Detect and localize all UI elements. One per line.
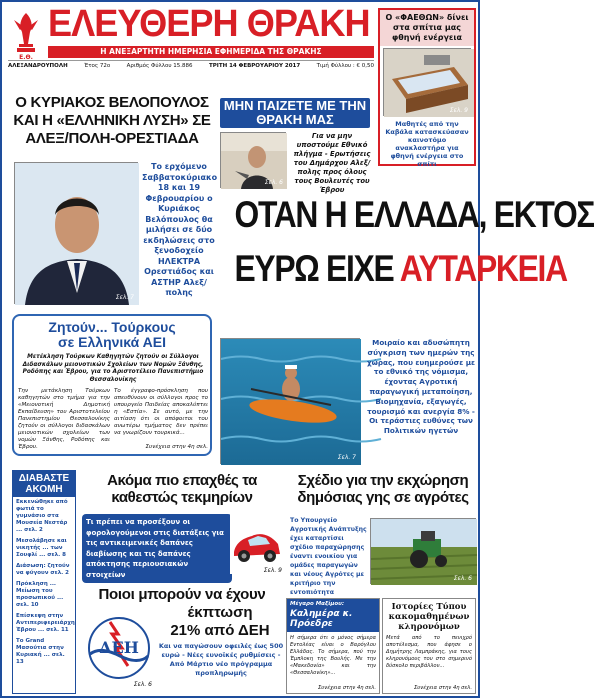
kalimera-label: Μέγαρο Μαξίμου: (287, 599, 379, 608)
masthead-city: ΑΛΕΞΑΝΔΡΟΥΠΟΛΗ (8, 63, 68, 69)
diabaste-item[interactable]: Διάσωση: ζητούν να φύγουν σελ. 2 (16, 563, 70, 576)
velopoulos-page-ref: Σελ. 7 (115, 294, 134, 301)
faethon-box (378, 8, 476, 166)
tourkous-col1: Την μετάκληση Τούρκων καθηγητών στο τμήμα για την «Μειονοτική Δημοτική Εκπαίδευση» του Αριστοτελείου Πανεπιστημίου Θεσσαλονίκης ζητούν οι σύλλογοι διδασκάλων μειονοτικών σχολείων των νομών Ξάνθης, Ροδόπης και Έβρου. (18, 388, 110, 450)
masthead-price: Τιμή Φύλλου : € 0,50 (316, 63, 374, 69)
tekmiria-photo (230, 514, 284, 574)
tekmiria-body: Τι πρέπει να προσέξουν οι φορολογούμενοι στις διατάξεις για τις αντικειμενικές δαπάνες διαβίωσης και τις δαπάνες απόκτησης περιουσιακών στοιχείων (82, 514, 232, 583)
agrotes-body: Το Υπουργείο Αγροτικής Ανάπτυξης έχει καταρτίσει σχέδιο παραχώρησης έναντι ενοικίου για ομάδες παραγωγών και νέους Αγρότες με κριτήριο την εντοπιότητα (290, 517, 367, 596)
masthead-issue: Αριθμός Φύλλου 15.886 (126, 63, 193, 69)
istories-box (382, 598, 476, 694)
thraki-body: Για να μην υποστούμε Εθνικό πλήγμα - Ερωτήσεις του Δημάρχου Αλεξ/πολης προς όλους τους Βουλευτές του Έβρου (293, 132, 371, 194)
agrotes-page-ref: Σελ. 6 (453, 575, 472, 582)
faethon-page-ref: Σελ. 9 (449, 107, 468, 114)
faethon-photo (383, 48, 471, 116)
main-headline-prefix: ΕΥΡΩ ΕΙΧΕ (234, 248, 400, 289)
velopoulos-photo (14, 162, 138, 304)
main-headline-line2 (234, 246, 567, 292)
deh-logo (84, 608, 154, 688)
deh-headline-2: έκπτωση (187, 604, 253, 621)
kalimera-continue[interactable]: Συνέχεια στην 4η σελ. (318, 685, 376, 691)
deh-headline-1: Ποιοι μπορούν να έχουν (98, 586, 266, 603)
tourkous-col2: Το έγγραφο-πρόσκληση που απευθύνουν οι σύλλογοι προς το υπουργείο Παιδείας αποκαλύπτει η «Εστία». Σε αυτό, με την αιτίαση ότι οι απόφοιτοι του ανωτέρω τμήματος δεν πρέπει να γνωρίζουν τουρκικά... (114, 388, 208, 436)
faethon-headline: Ο «ΦΑΕΘΩΝ» δίνει στα σπίτια μας φθηνή ενέργεια (380, 10, 474, 46)
deh-body: Και να παγώσουν οφειλές έως 500 ευρώ - Νέες ευνοϊκές ρυθμίσεις - Από Μάρτιο νέο πρόγραμμα προπληρωμής (158, 642, 284, 677)
thraki-page-ref: Σελ. 6 (264, 179, 283, 186)
kayak-sea-image (221, 339, 361, 465)
tourkous-continue[interactable]: Συνέχεια στην 4η σελ. (145, 444, 208, 450)
diabaste-box (12, 470, 76, 694)
diabaste-list (13, 497, 75, 672)
diabaste-item[interactable]: Το Grand Μασούτια στην Κυριακή ... σελ. 13 (16, 638, 65, 665)
kalimera-title: Καλημέρα κ. Πρόεδρε (287, 608, 379, 632)
istories-continue[interactable]: Συνέχεια στην 4η σελ. (414, 685, 472, 691)
tekmiria-page-ref: Σελ. 9 (263, 567, 282, 574)
masthead-subtitle: Η ΑΝΕΞΑΡΤΗΤΗ ΗΜΕΡΗΣΙΑ ΕΦΗΜΕΡΙΔΑ ΤΗΣ ΘΡΑΚΗΣ (48, 46, 374, 58)
tourkous-lede: Μετέκληση Τούρκων Καθηγητών ζητούν οι Σύλλογοι Διδασκάλων μειονοτικών Σχολείων των Νομών Ξάνθης, Ροδόπης και Έβρου, για το Αριστοτέλειο Πανεπιστήμιο Θεσσαλονίκης (22, 354, 204, 383)
agrotes-headline: Σχέδιο για την εκχώρηση δημόσιας γης σε αγρότες (297, 472, 469, 506)
velopoulos-body: Το ερχόμενο Σαββατοκύριακο 18 και 19 Φεβρουαρίου ο Κυριάκος Βελόπουλος θα μιλήσει σε δύο εκδηλώσεις στο ξενοδοχείο ΗΛΕΚΤΡΑ Ορεστιάδος και ΑΣΤΗΡ Αλεξ/πολης (142, 162, 218, 297)
diabaste-item[interactable]: Μεσολάβησε και νικητής ... των Σουφλί ... σελ. 8 (16, 538, 67, 558)
tekmiria-headline: Ακόμα πιο επαχθές τα καθεστώς τεκμηρίων (107, 472, 257, 506)
thraki-photo (220, 132, 286, 188)
masthead-logo (10, 10, 42, 54)
masthead-title: ΕΛΕΥΘΕΡΗ ΘΡΑΚΗ (48, 3, 370, 45)
kayak-page-ref: Σελ. 7 (337, 454, 356, 461)
eagle-statue-icon (10, 10, 42, 54)
faethon-caption: Μαθητές από την Καβάλα κατασκεύασαν καινοτόμο ανακλαστήρα για φθηνή ενέργεια στο σπίτι (385, 120, 469, 168)
deh-headline-3: 21% από ΔΕΗ (170, 622, 270, 639)
diabaste-item[interactable]: Επίσκεψη στην Αντιπεριφερειάρχη Έβρου ... σελ. 11 (16, 613, 75, 633)
masthead-date: ΤΡΙΤΗ 14 ΦΕΒΡΟΥΑΡΙΟΥ 2017 (208, 63, 301, 69)
diabaste-item[interactable]: Εκκενώθηκε από φωτιά το γυμνάσιο στα Μουσεία Νεστάρ ... σελ. 2 (16, 499, 68, 533)
velopoulos-headline: Ο ΚΥΡΙΑΚΟΣ ΒΕΛΟΠΟΥΛΟΣ ΚΑΙ Η «ΕΛΛΗΝΙΚΗ ΛΥΣΗ» ΣΕ ΑΛΕΞ/ΠΟΛΗ-ΟΡΕΣΤΙΑΔΑ (13, 94, 211, 147)
kalimera-body: Η σήμερα ότι ο μόνος σήμερα Εντολέας είναι ο Βαρόγλου Ελλάδας. Το σήμερα, πού την Έμπλοκη της Βουλής. Με την «Μακεδονία» και την «Θεσσαλονίκη»... (290, 635, 376, 676)
diabaste-title: ΔΙΑΒΑΣΤΕ ΑΚΟΜΗ (13, 471, 75, 497)
diabaste-item[interactable]: Πρόκληση ... Μείωση του προσωπικού ... σελ. 10 (16, 581, 64, 608)
main-headline-autarky: ΑΥΤΑΡΚΕΙΑ (399, 248, 567, 289)
agrotes-photo (370, 518, 476, 584)
istories-body: Μετά από το πενιχρό αποτέλεσμα, που άφησε ο Δημήτρης Λαμπράκης, για τους κληρονόμους του στο σημερινό δύσκολο περιβάλλον... (386, 635, 472, 669)
kayak-photo (220, 338, 360, 464)
main-side-text: Μοιραίο και αδυσώπητη σύγκριση των ημερών της χώρας, που ευημερούσε με το εθνικό της νόμισμα, έχοντας Αγροτική παραγωγική μεταποίηση, Βιομηχανία, εξαγωγές, τουρισμό και ανεργία 8% - Οι τεράστιες ευθύνες των Πολιτικών ηγετών (366, 338, 476, 436)
thraki-banner: ΜΗΝ ΠΑΙΖΕΤΕ ΜΕ ΤΗΝ ΘΡΑΚΗ ΜΑΣ (220, 98, 370, 128)
masthead-logo-initials: Ε.Θ. (19, 54, 33, 61)
kalimera-box (286, 598, 380, 694)
istories-title: Ιστορίες Τύπου κακομαθημένων κληρονόμων (388, 602, 470, 632)
tourkous-headline-1: Ζητούν... Τούρκους (48, 319, 176, 335)
politician-portrait (15, 163, 139, 305)
masthead-info-bar (8, 60, 374, 71)
deh-page-ref: Σελ. 6 (133, 681, 152, 688)
masthead-year: Έτος 72ο (84, 63, 111, 69)
deh-logo-text: ΔΕΗ (99, 638, 139, 657)
tourkous-headline-2: σε Ελληνικά ΑΕΙ (58, 334, 166, 350)
main-headline-line1: ΟΤΑΝ Η ΕΛΛΑΔΑ, ΕΚΤΟΣ (234, 194, 594, 235)
red-car-image (230, 514, 284, 574)
